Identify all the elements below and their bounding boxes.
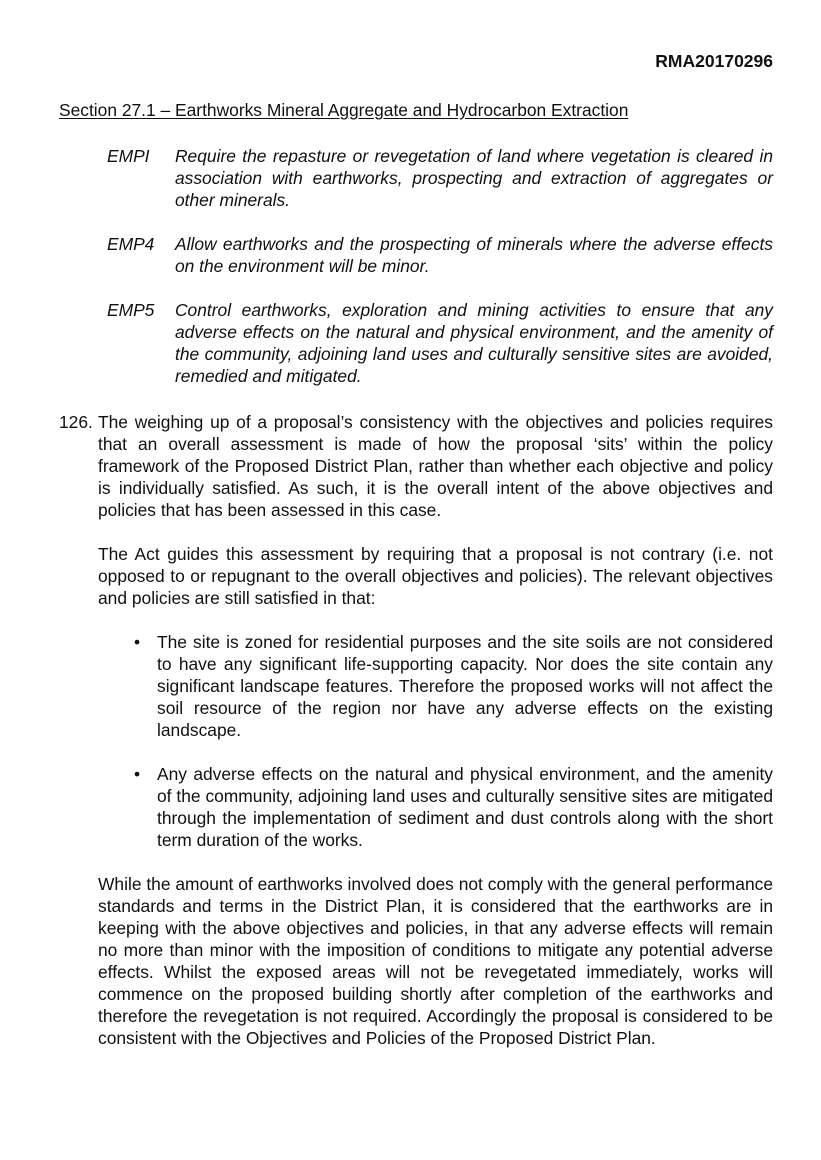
paragraph-body (98, 411, 773, 1049)
policy-item (107, 233, 773, 277)
bullet-list (98, 631, 773, 851)
section-heading: Section 27.1 – Earthworks Mineral Aggregate and Hydrocarbon Extraction (59, 100, 629, 120)
policy-code: EMPI (107, 146, 150, 166)
policy-item (107, 299, 773, 387)
bullet-icon: • (133, 632, 141, 652)
paragraph-126 (59, 411, 773, 1071)
paragraph-number: 126. (59, 412, 93, 432)
paragraph-intro: The weighing up of a proposal’s consistency with the objectives and policies requires that an overall assessment is made of how the proposal ‘sits’ within the policy framework of the Proposed District Plan, rather than whether each objective and policy is individually satisfied. As such, it is the overall intent of the above objectives and policies that has been assessed in this case. (98, 412, 773, 520)
document-reference: RMA20170296 (655, 51, 773, 71)
paragraph-act-guidance: The Act guides this assessment by requiring that a proposal is not contrary (i.e. not opposed to or repugnant to the overall objectives and policies). The relevant objectives and policies are still satisfied in that: (98, 544, 773, 608)
bullet-text: Any adverse effects on the natural and physical environment, and the amenity of the community, adjoining land uses and culturally sensitive sites are mitigated through the implementation of sediment and dust controls along with the short term duration of the works. (157, 764, 773, 850)
list-item (98, 763, 773, 851)
policy-code: EMP5 (107, 300, 155, 320)
policy-list (107, 145, 773, 409)
policy-text: Allow earthworks and the prospecting of minerals where the adverse effects on the environment will be minor. (175, 234, 773, 276)
policy-text: Require the repasture or revegetation of land where vegetation is cleared in association with earthworks, prospecting and extraction of aggregates or other minerals. (175, 146, 773, 210)
paragraph-closing: While the amount of earthworks involved does not comply with the general performance standards and terms in the District Plan, it is considered that the earthworks are in keeping with the above objectives and policies, in that any adverse effects will remain no more than minor with the imposition of conditions to mitigate any potential adverse effects. Whilst the exposed areas will not be revegetated immediately, works will commence on the proposed building shortly after completion of the earthworks and therefore the revegetation is not required. Accordingly the proposal is considered to be consistent with the Objectives and Policies of the Proposed District Plan. (98, 874, 773, 1048)
policy-text: Control earthworks, exploration and mining activities to ensure that any adverse effects on the natural and physical environment, and the amenity of the community, adjoining land uses and culturally sensitive sites are avoided, remedied and mitigated. (175, 300, 773, 386)
bullet-text: The site is zoned for residential purposes and the site soils are not considered to have any significant life-supporting capacity. Nor does the site contain any significant landscape features. Therefore the proposed works will not affect the soil resource of the region nor have any adverse effects on the existing landscape. (157, 632, 773, 740)
list-item (98, 631, 773, 741)
policy-code: EMP4 (107, 234, 155, 254)
policy-item (107, 145, 773, 211)
bullet-icon: • (133, 764, 141, 784)
